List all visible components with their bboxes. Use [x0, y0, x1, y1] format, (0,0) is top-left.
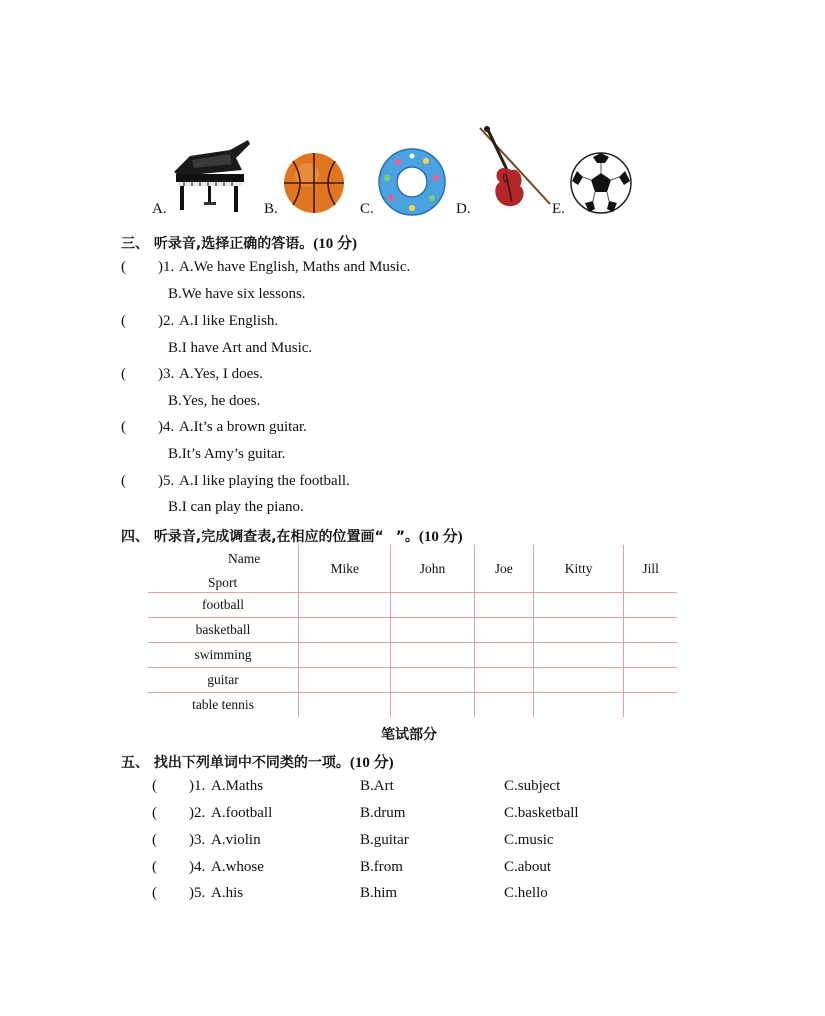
answer-cell[interactable] — [474, 643, 534, 668]
answer-cell[interactable] — [624, 643, 677, 668]
answer-cell[interactable] — [299, 693, 391, 718]
written-part-heading: 笔试部分 — [381, 727, 437, 743]
option-a: A.I like English. — [179, 313, 279, 329]
football-icon — [569, 151, 633, 215]
corner-sport-label: Sport — [208, 575, 238, 590]
option-a: A.his — [211, 885, 244, 901]
answer-cell[interactable] — [299, 618, 391, 643]
row-sport-label: football — [202, 597, 244, 612]
row-sport-label: swimming — [194, 647, 252, 662]
section3-title: 三、 听录音,选择正确的答语。(10 分) — [121, 236, 357, 252]
answer-blank[interactable]: ( — [152, 859, 157, 875]
answer-cell[interactable] — [624, 668, 677, 693]
option-b: B.We have six lessons. — [168, 286, 306, 302]
answer-cell[interactable] — [624, 618, 677, 643]
option-a: A.Maths — [211, 778, 264, 794]
option-a: A.It’s a brown guitar. — [179, 419, 307, 435]
basketball-icon — [283, 151, 345, 215]
option-letter-b: B. — [264, 201, 278, 217]
option-letter-e: E. — [552, 201, 565, 217]
header-corner — [148, 545, 299, 593]
question-number: )3. — [189, 832, 206, 848]
answer-cell[interactable] — [534, 643, 624, 668]
table-row — [148, 668, 677, 693]
answer-cell[interactable] — [534, 693, 624, 718]
question-number: )3. — [158, 366, 175, 382]
option-c: C.about — [504, 859, 552, 875]
question-number: )1. — [189, 778, 206, 794]
answer-blank[interactable]: ( — [121, 259, 126, 275]
question-number: )1. — [158, 259, 175, 275]
option-b: B.I have Art and Music. — [168, 340, 313, 356]
swim-ring-icon — [378, 148, 446, 216]
section4-title: 四、 听录音,完成调查表,在相应的位置画“ ”。(10 分) — [121, 529, 463, 545]
option-b: B.Yes, he does. — [168, 393, 261, 409]
answer-blank[interactable]: ( — [152, 805, 157, 821]
table-row — [148, 618, 677, 643]
header-name: Joe — [474, 545, 534, 593]
row-sport-label: table tennis — [192, 697, 254, 712]
corner-name-label: Name — [228, 551, 261, 566]
option-letter-d: D. — [456, 201, 471, 217]
answer-cell[interactable] — [624, 593, 677, 618]
answer-blank[interactable]: ( — [152, 885, 157, 901]
option-c: C.music — [504, 832, 554, 848]
option-a: A.Yes, I does. — [179, 366, 263, 382]
answer-cell[interactable] — [534, 668, 624, 693]
option-a: A.whose — [211, 859, 264, 875]
option-a: A.I like playing the football. — [179, 473, 350, 489]
option-c: C.hello — [504, 885, 548, 901]
answer-blank[interactable]: ( — [121, 366, 126, 382]
header-name: John — [391, 545, 474, 593]
answer-cell[interactable] — [474, 668, 534, 693]
answer-blank[interactable]: ( — [152, 778, 157, 794]
header-name: Jill — [624, 545, 677, 593]
answer-blank[interactable]: ( — [121, 313, 126, 329]
question-number: )5. — [189, 885, 206, 901]
row-sport-label: basketball — [195, 622, 251, 637]
option-letter-c: C. — [360, 201, 374, 217]
answer-cell[interactable] — [391, 593, 474, 618]
survey-table — [148, 545, 677, 717]
option-b: B.It’s Amy’s guitar. — [168, 446, 286, 462]
option-b: B.drum — [360, 805, 406, 821]
piano-icon — [170, 136, 256, 216]
answer-cell[interactable] — [299, 593, 391, 618]
table-row — [148, 593, 677, 618]
answer-cell[interactable] — [391, 668, 474, 693]
question-number: )2. — [158, 313, 175, 329]
section5-title: 五、 找出下列单词中不同类的一项。(10 分) — [121, 755, 394, 771]
answer-cell[interactable] — [534, 593, 624, 618]
row-sport-label: guitar — [207, 672, 239, 687]
violin-icon — [474, 124, 554, 216]
answer-cell[interactable] — [474, 593, 534, 618]
answer-cell[interactable] — [474, 618, 534, 643]
answer-cell[interactable] — [624, 693, 677, 718]
option-a: A.violin — [211, 832, 261, 848]
option-c: C.subject — [504, 778, 561, 794]
option-c: C.basketball — [504, 805, 579, 821]
option-letter-a: A. — [152, 201, 167, 217]
header-name: Mike — [299, 545, 391, 593]
option-a: A.football — [211, 805, 273, 821]
header-name: Kitty — [534, 545, 624, 593]
question-number: )4. — [189, 859, 206, 875]
answer-cell[interactable] — [299, 643, 391, 668]
option-a: A.We have English, Maths and Music. — [179, 259, 411, 275]
answer-blank[interactable]: ( — [152, 832, 157, 848]
answer-blank[interactable]: ( — [121, 419, 126, 435]
answer-cell[interactable] — [474, 693, 534, 718]
answer-blank[interactable]: ( — [121, 473, 126, 489]
table-row — [148, 693, 677, 718]
table-row — [148, 643, 677, 668]
question-number: )2. — [189, 805, 206, 821]
answer-cell[interactable] — [391, 693, 474, 718]
answer-cell[interactable] — [534, 618, 624, 643]
answer-cell[interactable] — [299, 668, 391, 693]
option-b: B.from — [360, 859, 403, 875]
question-number: )4. — [158, 419, 175, 435]
option-b: B.I can play the piano. — [168, 499, 304, 515]
question-number: )5. — [158, 473, 175, 489]
option-b: B.guitar — [360, 832, 409, 848]
option-b: B.him — [360, 885, 398, 901]
answer-cell[interactable] — [391, 618, 474, 643]
option-b: B.Art — [360, 778, 394, 794]
answer-cell[interactable] — [391, 643, 474, 668]
